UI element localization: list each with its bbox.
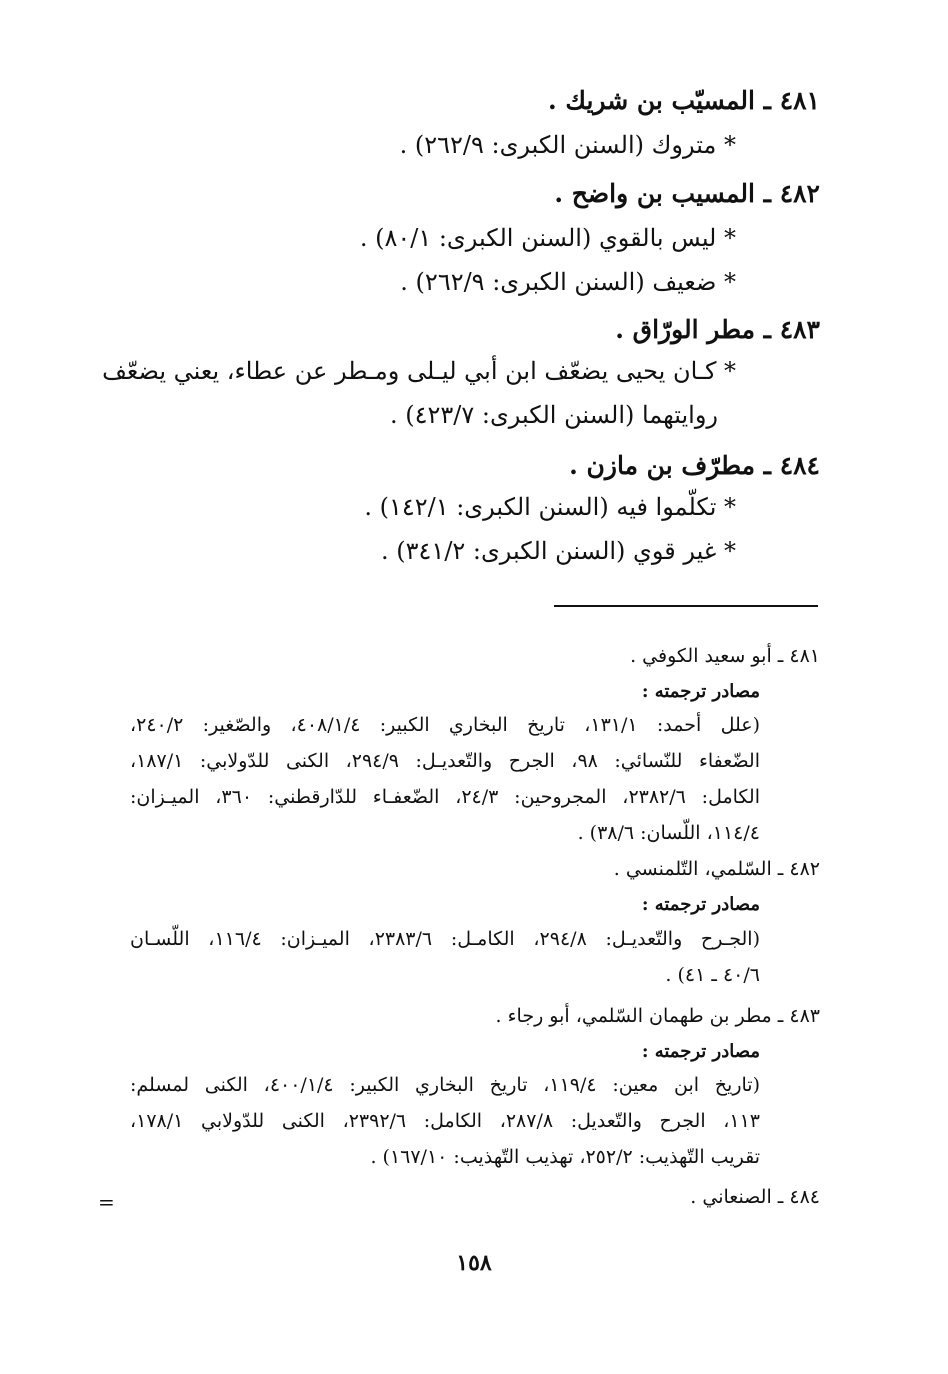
sources-label: مصادر ترجمته : [641, 1041, 760, 1062]
footnote-line: تقريب التّهذيب: ٢٥٢/٢، تهذيب التّهذيب: ١٦٧/١٠) . [370, 1146, 760, 1168]
entry-line: * تكلّموا فيه (السنن الكبرى: ١٤٢/١) . [364, 493, 736, 521]
footnote-line: الكامل: ٢٣٨٢/٦، المجروحين: ٢٤/٣، الضّعفـاء للدّارقطني: ٣٦٠، الميـزان: [130, 786, 760, 808]
sources-label: مصادر ترجمته : [641, 894, 760, 915]
footnote-line: الضّعفاء للنّسائي: ٩٨، الجرح والتّعديـل: ٢٩٤/٩، الكنى للدّولابي: ١٨٧/١، [130, 750, 760, 772]
footnote-line: (الجـرح والتّعديـل: ٢٩٤/٨، الكامـل: ٢٣٨٣/٦، الميـزان: ١١٦/٤، اللّسـان [130, 928, 760, 950]
footnote-line: (علل أحمد: ١٣١/١، تاريخ البخاري الكبير: ٤٠٨/١/٤، والصّغير: ٢٤٠/٢، [130, 714, 761, 736]
footnote-heading: ٤٨٢ ـ السّلمي، التّلمنسي . [613, 858, 820, 880]
page-number: ١٥٨ [456, 1250, 492, 1276]
footnote-heading: ٤٨٣ ـ مطر بن طهمان السّلمي، أبو رجاء . [495, 1005, 820, 1027]
footnote-line: ١١٣، الجرح والتّعديل: ٢٨٧/٨، الكامل: ٢٣٩٢/٦، الكنى للدّولابي ١٧٨/١، [130, 1110, 760, 1132]
entry-line: * غير قوي (السنن الكبرى: ٣٤١/٢) . [381, 537, 736, 565]
footnote-line: ١١٤/٤، اللّسان: ٣٨/٦) . [577, 822, 760, 844]
entry-line: * ليس بالقوي (السنن الكبرى: ٨٠/١) . [359, 224, 736, 252]
footnote-line: (تاريخ ابن معين: ١١٩/٤، تاريخ البخاري الكبير: ٤٠٠/١/٤، الكنى لمسلم: [130, 1074, 761, 1096]
entry-line: * كـان يحيى يضعّف ابن أبي ليـلى ومـطر عن عطاء، يعني يضعّف [102, 357, 736, 385]
footnote-heading: ٤٨٤ ـ الصنعاني . [690, 1186, 820, 1208]
entry-line: * متروك (السنن الكبرى: ٢٦٢/٩) . [399, 131, 736, 159]
entry-heading: ٤٨١ ـ المسيّب بن شريك . [547, 86, 820, 115]
entry-line: روايتهما (السنن الكبرى: ٤٢٣/٧) . [389, 401, 718, 429]
entry-heading: ٤٨٣ ـ مطر الورّاق . [615, 315, 820, 344]
entry-line: * ضعيف (السنن الكبرى: ٢٦٢/٩) . [400, 268, 736, 296]
sources-label: مصادر ترجمته : [641, 681, 760, 702]
entry-heading: ٤٨٢ ـ المسيب بن واضح . [554, 179, 820, 208]
entry-heading: ٤٨٤ ـ مطرّف بن مازن . [569, 451, 820, 480]
footnote-line: ٤٠/٦ ـ ٤١) . [665, 964, 760, 986]
footnote-heading: ٤٨١ ـ أبو سعيد الكوفي . [630, 645, 820, 667]
footnote-separator [554, 605, 818, 607]
continuation-mark: = [98, 1190, 115, 1214]
